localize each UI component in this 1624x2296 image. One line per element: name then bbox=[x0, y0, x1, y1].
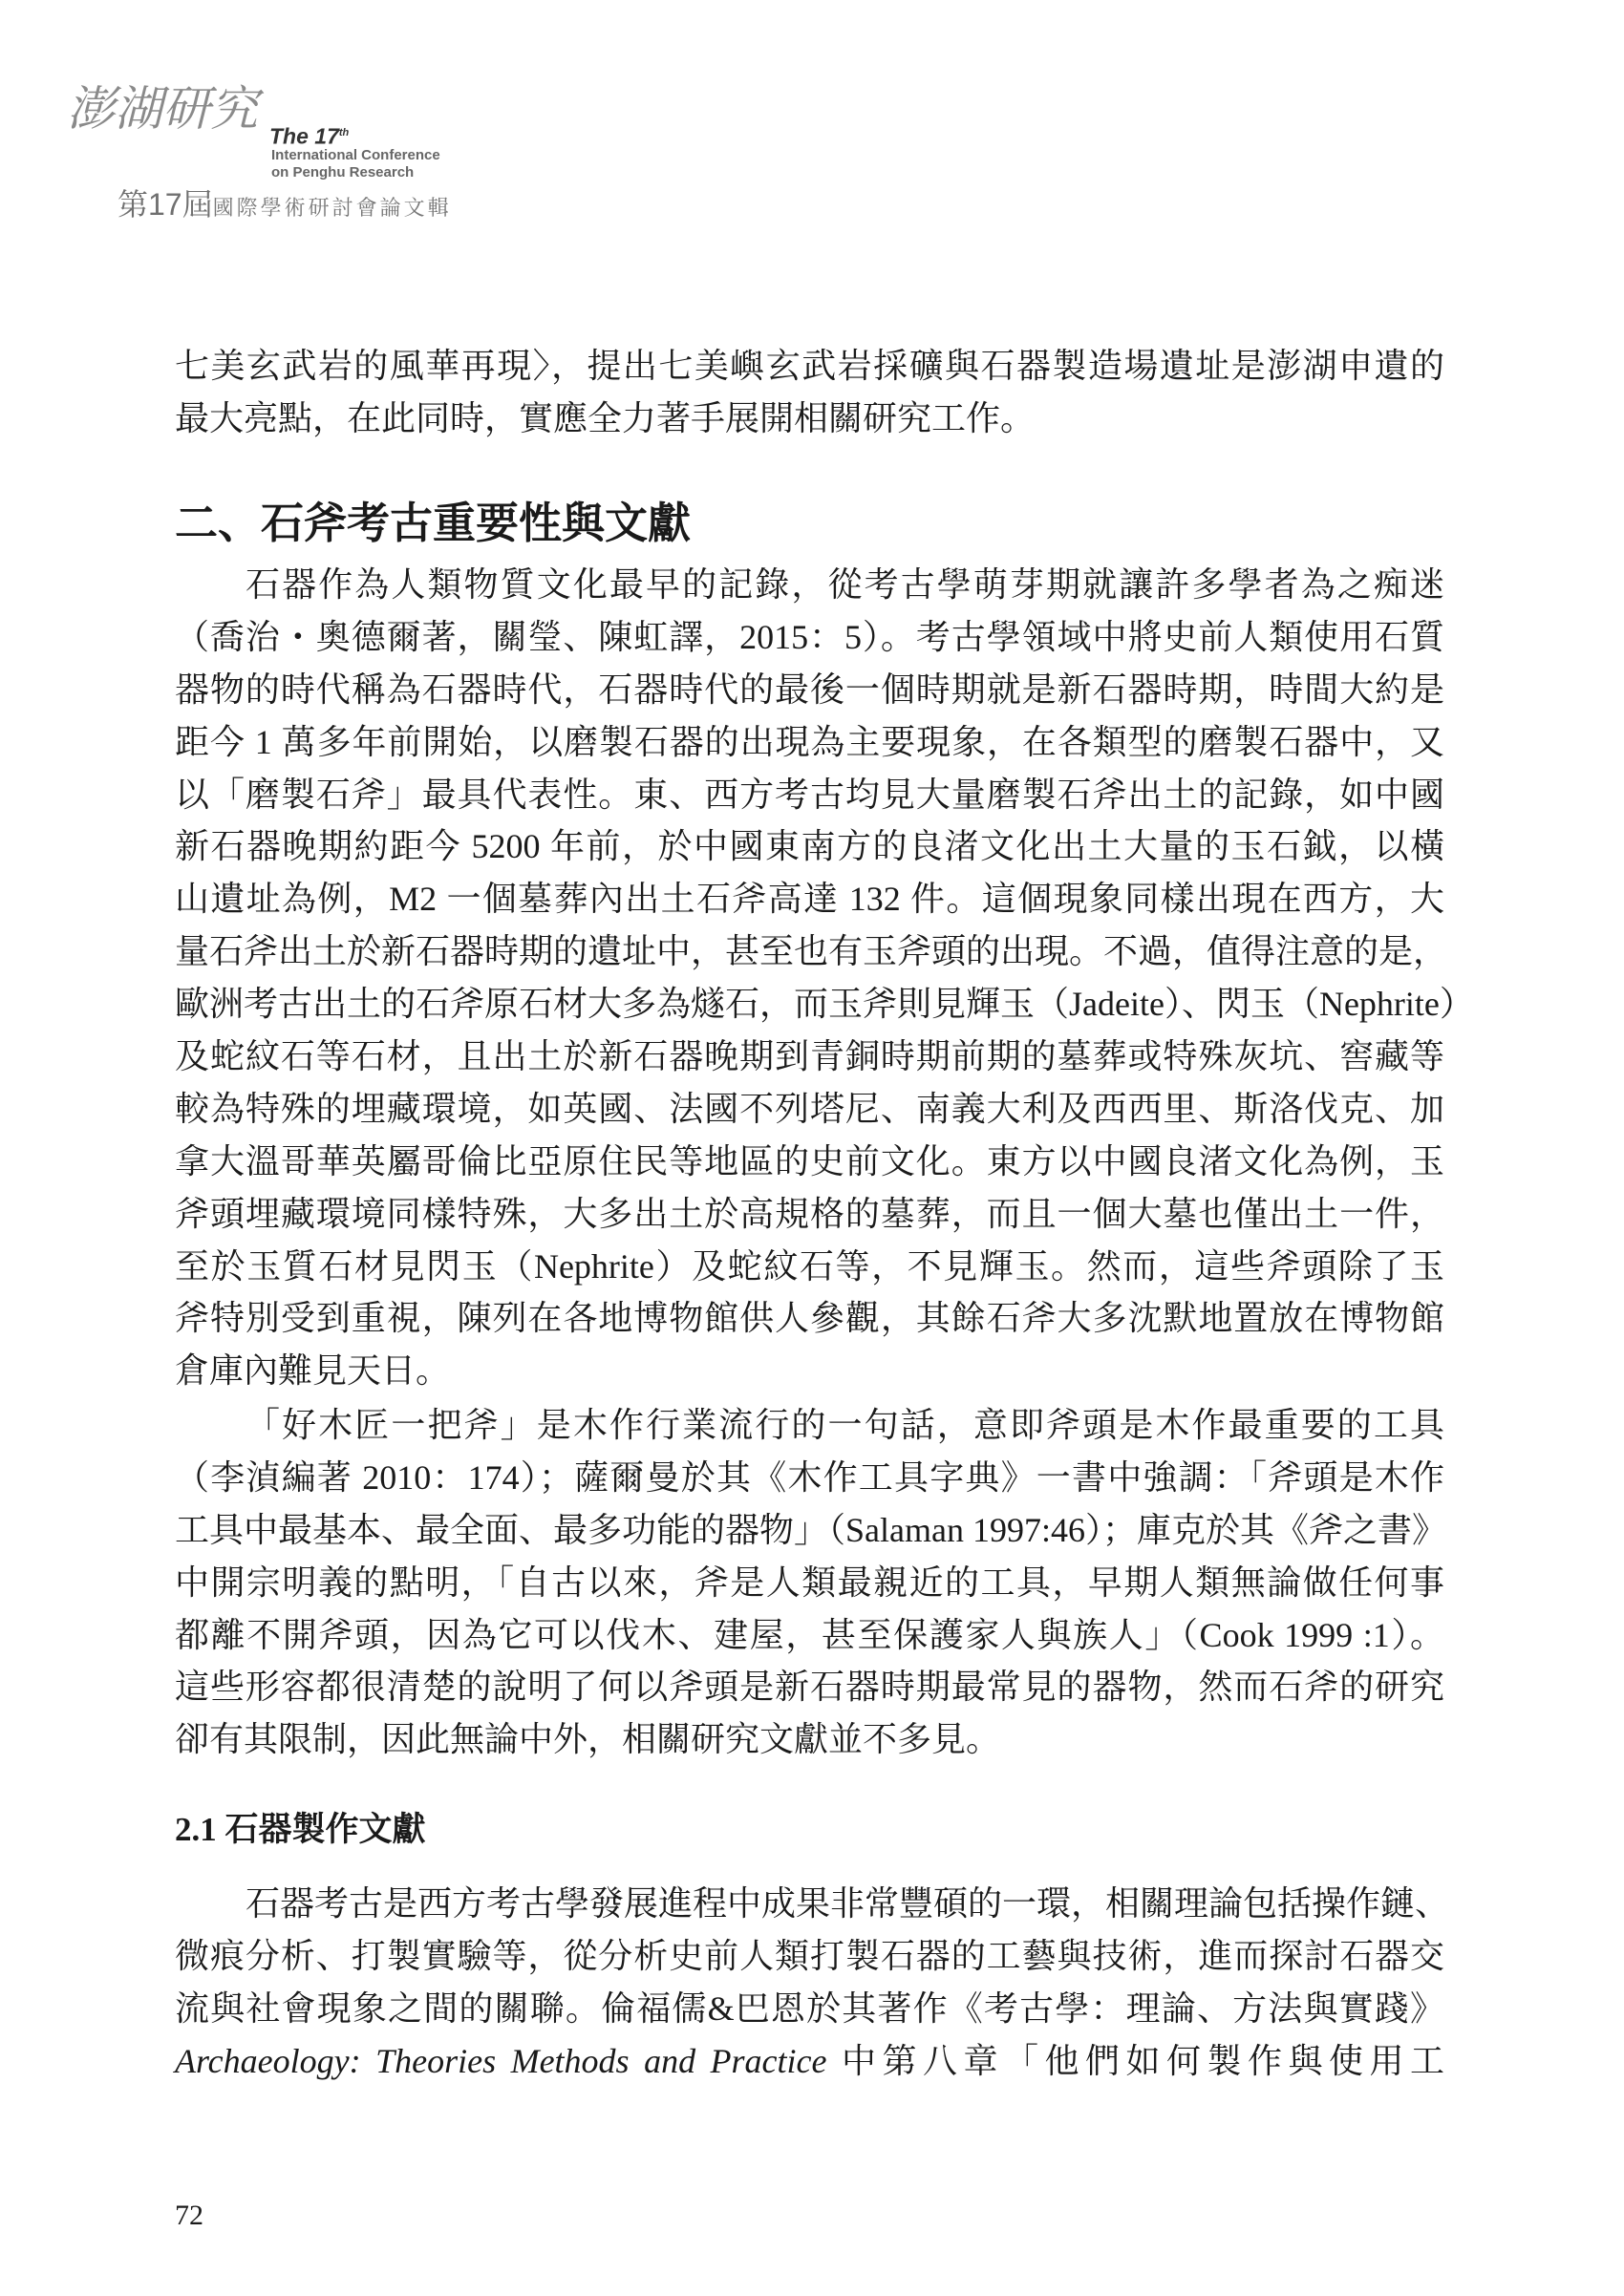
text-line: 石器作為人類物質文化最早的記錄，從考古學萌芽期就讓許多學者為之痴迷 bbox=[246, 565, 1444, 604]
text-line: 以「磨製石斧」最具代表性。東、西方考古均見大量磨製石斧出土的記錄，如中國 bbox=[175, 775, 1444, 814]
logo-edition bbox=[118, 185, 452, 227]
text-line: 歐洲考古出土的石斧原石材大多為燧石，而玉斧則見輝玉（Jadeite）、閃玉（Nephrite） bbox=[175, 985, 1474, 1024]
text-line: 倉庫內難見天日。 bbox=[175, 1351, 451, 1391]
text-line: （李湞編著 2010：174）；薩爾曼於其《木作工具字典》一書中強調：「斧頭是木作 bbox=[175, 1457, 1444, 1497]
logo-edition-number: 第17屆 bbox=[118, 187, 213, 222]
text-line: 量石斧出土於新石器時期的遺址中，甚至也有玉斧頭的出現。不過，值得注意的是， bbox=[175, 932, 1448, 971]
text-line: 斧特別受到重視，陳列在各地博物館供人參觀，其餘石斧大多沈默地置放在博物館 bbox=[175, 1299, 1444, 1338]
text-line: 較為特殊的埋藏環境，如英國、法國不列塔尼、南義大利及西西里、斯洛伐克、加 bbox=[175, 1089, 1444, 1128]
book-title-italic: Archaeology: Theories Methods and Practice bbox=[175, 2041, 827, 2080]
text-line: 都離不開斧頭，因為它可以伐木、建屋，甚至保護家人與族人」（Cook 1999 :1）。 bbox=[175, 1615, 1444, 1654]
text-line: 及蛇紋石等石材，且出土於新石器晚期到青銅時期前期的墓葬或特殊灰坑、窖藏等 bbox=[175, 1037, 1444, 1076]
text-line: 距今 1 萬多年前開始，以磨製石器的出現為主要現象，在各類型的磨製石器中，又 bbox=[175, 722, 1444, 761]
paragraph-1 bbox=[175, 559, 1474, 1397]
paragraph-2 bbox=[175, 1399, 1444, 1766]
subsection-heading: 2.1 石器製作文獻 bbox=[175, 1811, 426, 1848]
logo-the-text: The 17 bbox=[269, 123, 339, 149]
logo-the-17th bbox=[269, 120, 349, 149]
section-heading: 二、石斧考古重要性與文獻 bbox=[175, 500, 692, 547]
text-line: 微痕分析、打製實驗等，從分析史前人類打製石器的工藝與技術，進而探討石器交 bbox=[175, 1936, 1444, 1975]
logo-calligraphy: 澎湖研究 bbox=[67, 81, 258, 137]
text-segment: 中第八章「他們如何製作與使用工 bbox=[826, 2041, 1444, 2080]
text-line: 器物的時代稱為石器時代，石器時代的最後一個時期就是新石器時期，時間大約是 bbox=[175, 670, 1444, 709]
text-line: 中開宗明義的點明，「自古以來，斧是人類最親近的工具，早期人類無論做任何事 bbox=[175, 1563, 1444, 1602]
logo-subtitle: 國際學術研討會論文輯 bbox=[212, 196, 452, 220]
text-line: 工具中最基本、最全面、最多功能的器物」（Salaman 1997:46）；庫克於其《斧之書》 bbox=[175, 1510, 1446, 1549]
text-line: 這些形容都很清楚的說明了何以斧頭是新石器時期最常見的器物，然而石斧的研究 bbox=[175, 1668, 1444, 1707]
text-line bbox=[175, 2035, 1444, 2088]
text-line: 新石器晚期約距今 5200 年前，於中國東南方的良渚文化出土大量的玉石鉞，以橫 bbox=[175, 827, 1444, 866]
conference-logo bbox=[67, 57, 506, 239]
text-line: 斧頭埋藏環境同樣特殊，大多出土於高規格的墓葬，而且一個大墓也僅出土一件， bbox=[175, 1194, 1444, 1233]
logo-sup: th bbox=[338, 127, 350, 138]
logo-english-line1: International Conference bbox=[271, 147, 440, 163]
text-line: 卻有其限制，因此無論中外，相關研究文獻並不多見。 bbox=[175, 1720, 1001, 1759]
text-line: 流與社會現象之間的關聯。倫福儒&巴恩於其著作《考古學：理論、方法與實踐》 bbox=[175, 1988, 1444, 2028]
text-line: 至於玉質石材見閃玉（Nephrite）及蛇紋石等，不見輝玉。然而，這些斧頭除了玉 bbox=[175, 1246, 1444, 1286]
paragraph-3 bbox=[175, 1878, 1450, 2088]
text-line: 石器考古是西方考古學發展進程中成果非常豐碩的一環，相關理論包括操作鏈、 bbox=[246, 1884, 1450, 1923]
logo-english-line2: on Penghu Research bbox=[271, 164, 415, 181]
text-line: 七美玄武岩的風華再現〉，提出七美嶼玄武岩採礦與石器製造場遺址是澎湖申遺的 bbox=[175, 347, 1444, 385]
text-line: 拿大溫哥華英屬哥倫比亞原住民等地區的史前文化。東方以中國良渚文化為例，玉 bbox=[175, 1141, 1444, 1180]
text-line: 最大亮點，在此同時，實應全力著手展開相關研究工作。 bbox=[175, 398, 1036, 437]
text-line: 山遺址為例，M2 一個墓葬內出土石斧高達 132 件。這個現象同樣出現在西方，大 bbox=[175, 880, 1444, 919]
paragraph-continued bbox=[175, 340, 1444, 445]
text-line: （喬治・奧德爾著，關瑩、陳虹譯，2015：5）。考古學領域中將史前人類使用石質 bbox=[175, 617, 1444, 656]
page-number: 72 bbox=[175, 2200, 203, 2231]
text-line: 「好木匠一把斧」是木作行業流行的一句話，意即斧頭是木作最重要的工具 bbox=[246, 1406, 1444, 1444]
